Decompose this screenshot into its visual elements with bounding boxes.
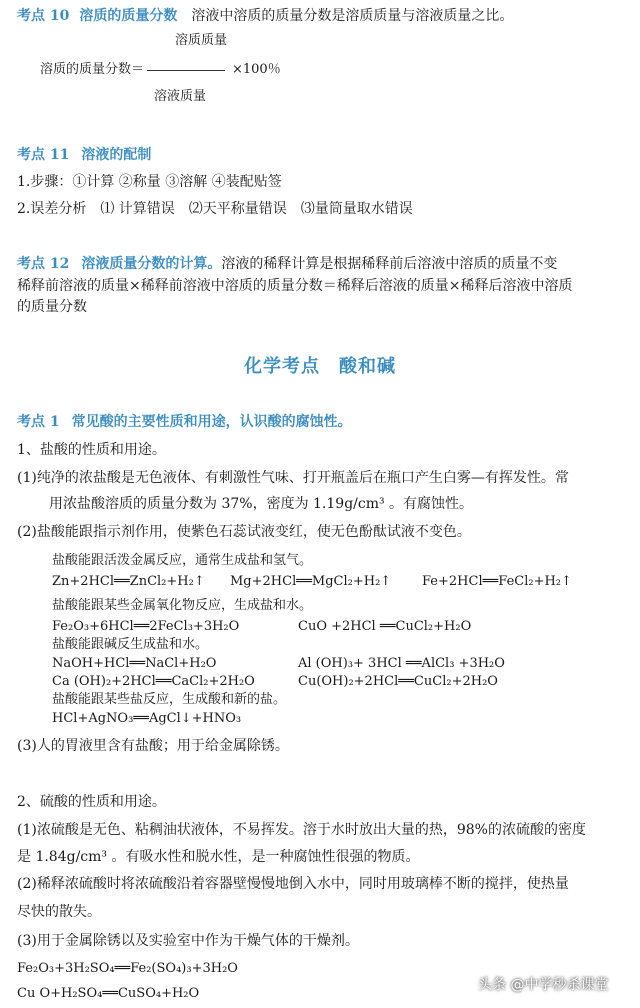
- hcl-p3: (3)人的胃液里含有盐酸；用于给金属除锈。: [17, 738, 289, 754]
- section-title: 化学考点 酸和碱: [244, 356, 396, 377]
- hcl-eq6: NaOH+HCl══NaCl+H₂O: [52, 656, 217, 671]
- formula-numerator: 溶质质量: [175, 33, 228, 48]
- k10-text: 溶液中溶质的质量分数是溶质质量与溶液质量之比。: [191, 8, 514, 24]
- hcl-p1b: 用浓盐酸溶质的质量分数为 37%，密度为 1.19g/cm³ 。有腐蚀性。: [49, 496, 474, 512]
- formula-lhs: 溶质的质量分数＝: [40, 62, 145, 77]
- hcl-eq3: Fe+2HCl══FeCl₂+H₂↑: [422, 574, 572, 589]
- k12-line1: [17, 254, 557, 274]
- k11-label: 考点 11: [17, 147, 70, 163]
- kp1-heading: [17, 412, 352, 432]
- hcl-eq9: Cu(OH)₂+2HCl══CuCl₂+2H₂O: [298, 674, 498, 689]
- k10-line: [17, 6, 513, 26]
- hcl-eq10: HCl+AgNO₃══AgCl↓+HNO₃: [52, 711, 242, 726]
- hcl-s4: 盐酸能跟某些盐反应，生成酸和新的盐。: [52, 692, 287, 707]
- k11-heading: [17, 145, 151, 165]
- k12-text1: 溶液的稀释计算是根据稀释前后溶液中溶质的质量不变: [221, 256, 558, 272]
- k11-title: 溶液的配制: [81, 147, 152, 163]
- formula-times: ×100％: [232, 62, 281, 77]
- k10-label: 考点 10: [17, 8, 70, 24]
- h2so4-p1a: (1)浓硫酸是无色、粘稠油状液体，不易挥发。溶于水时放出大量的热，98%的浓硫酸的密度: [17, 822, 586, 838]
- watermark: 头条 @中学秒杀课堂: [478, 977, 609, 993]
- h2so4-p3: (3)用于金属除锈以及实验室中作为干燥气体的干燥剂。: [17, 933, 359, 949]
- hcl-s3: 盐酸能跟碱反生成盐和水。: [52, 637, 209, 652]
- h2so4-p2a: (2)稀释浓硫酸时将浓硫酸沿着容器壁慢慢地倒入水中，同时用玻璃棒不断的搅拌，使热量: [17, 876, 569, 892]
- h2so4-p1b: 是 1.84g/cm³ 。有吸水性和脱水性，是一种腐蚀性很强的物质。: [17, 849, 420, 865]
- hcl-s1: 盐酸能跟活泼金属反应，通常生成盐和氢气。: [52, 553, 313, 568]
- hcl-p2: (2)盐酸能跟指示剂作用，使紫色石蕊试液变红，使无色酚酞试液不变色。: [17, 524, 471, 540]
- h2so4-p2b: 尽快的散失。: [17, 904, 101, 920]
- hcl-heading: 1、盐酸的性质和用途。: [17, 442, 166, 458]
- h2so4-heading: 2、硫酸的性质和用途。: [17, 794, 166, 810]
- h2so4-eq2: Cu O+H₂SO₄══CuSO₄+H₂O: [17, 986, 200, 1001]
- fraction-bar: [147, 70, 225, 71]
- formula-denominator: 溶液质量: [154, 89, 207, 104]
- k12-label: 考点 12: [17, 256, 70, 272]
- k11-steps: 1.步骤：①计算 ②称量 ③溶解 ④装配贴签: [17, 174, 282, 190]
- k12-text2: 稀释前溶液的质量×稀释前溶液中溶质的质量分数＝稀释后溶液的质量×稀释后溶液中溶质: [17, 278, 573, 294]
- k11-errors: 2.误差分析 ⑴ 计算错误 ⑵天平称量错误 ⑶量筒量取水错误: [17, 201, 413, 217]
- hcl-eq7: Al (OH)₃+ 3HCl ══AlCl₃ +3H₂O: [298, 656, 505, 671]
- kp1-title: 常见酸的主要性质和用途，认识酸的腐蚀性。: [71, 414, 352, 430]
- hcl-eq4: Fe₂O₃+6HCl══2FeCl₃+3H₂O: [52, 619, 240, 634]
- kp1-label: 考点 1: [17, 414, 60, 430]
- h2so4-eq1: Fe₂O₃+3H₂SO₄══Fe₂(SO₄)₃+3H₂O: [17, 961, 238, 976]
- hcl-eq8: Ca (OH)₂+2HCl══CaCl₂+2H₂O: [52, 674, 255, 689]
- hcl-eq2: Mg+2HCl══MgCl₂+H₂↑: [230, 574, 392, 589]
- k10-title: 溶质的质量分数: [79, 8, 178, 24]
- hcl-p1a: (1)纯净的浓盐酸是无色液体、有刺激性气味、打开瓶盖后在瓶口产生白雾—有挥发性。常: [17, 470, 569, 486]
- k12-text3: 的质量分数: [17, 299, 87, 315]
- k12-title: 溶液质量分数的计算。: [81, 256, 222, 272]
- hcl-eq5: CuO +2HCl ══CuCl₂+H₂O: [298, 619, 472, 634]
- hcl-eq1: Zn+2HCl══ZnCl₂+H₂↑: [52, 574, 205, 589]
- hcl-s2: 盐酸能跟某些金属氧化物反应，生成盐和水。: [52, 598, 313, 613]
